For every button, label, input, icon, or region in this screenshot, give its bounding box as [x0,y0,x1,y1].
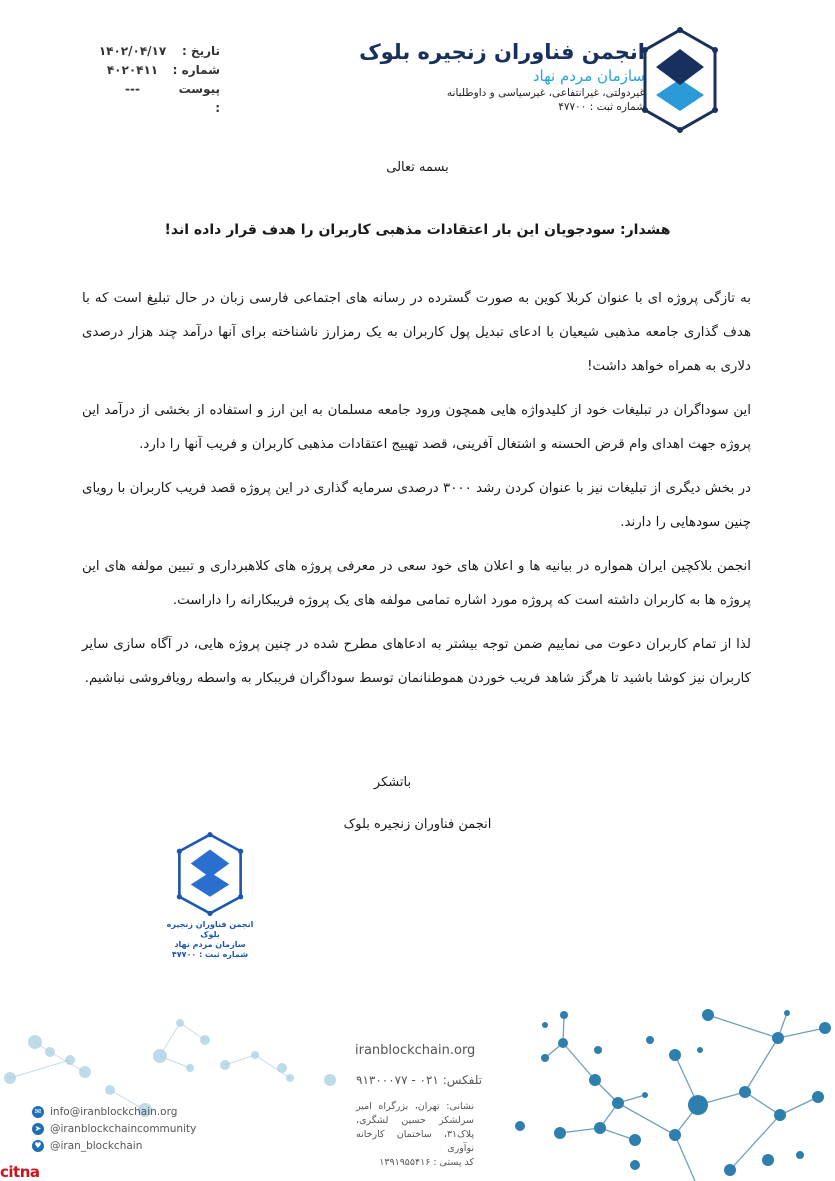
meta-value: --- [125,82,140,96]
letter-body [82,282,751,706]
meta-value: ۱۴۰۲/۰۴/۱۷ [98,44,167,58]
meta-date [95,42,220,61]
paragraph: به تازگی پروژه ای با عنوان کربلا کوین به صورت گسترده در رسانه های اجتماعی فارسی زبان در حال تبلیغ است که با هدف گذاری جامعه مذهبی شیعیان با ادعای تبدیل پول کاربران به یک رمزارز ناشناخته برای آنها درآمد چند هزار درصدی دلاری به همراه خواهد داشت! [82,291,751,374]
stamp-line: انجمن فناوران زنجیره بلوک [166,920,254,939]
phone: تلفکس: ۰۲۱ - ۹۱۳۰۰۰۷۷ [356,1073,483,1087]
letter-title: هشدار: سودجویان این بار اعتقادات مذهبی کاربران را هدف قرار داده اند! [164,222,671,238]
closing: باتشکر [373,775,412,790]
address [356,1100,474,1170]
postal-code: کد پستی : ۱۳۹۱۹۵۵۴۱۶ [379,1157,474,1168]
contact-list [32,1103,196,1154]
watermark-text: citna [0,1163,40,1181]
org-registration: شماره ثبت : ۴۷۷۰۰ [558,101,645,113]
contact-text: @iran_blockchain [50,1139,143,1152]
contact-text: @iranblockchaincommunity [50,1122,197,1135]
website-link[interactable]: iranblockchain.org [355,1043,476,1058]
meta-label: شماره : [172,63,220,77]
contact-text: info@iranblockchain.org [50,1105,178,1118]
contact-telegram[interactable] [32,1120,196,1137]
contact-twitter[interactable] [32,1137,196,1154]
paragraph: این سوداگران در تبلیغات خود از کلیدواژه هایی همچون ورود جامعه مسلمان به این ارز و استفاده از بخشی از درآمد این پروژه جهت اهدای وام قرض الحسنه و اشتغال آفرینی، قصد تهییج اعتقادات مذهبی کاربران و فریب آنها را دارد. [82,403,751,452]
stamp-line: سازمان مردم نهاد [174,940,246,949]
org-description: غیردولتی، غیرانتفاعی، غیرسیاسی و داوطلبانه [446,87,645,99]
paragraph: در بخش دیگری از تبلیغات نیز با عنوان کردن رشد ۳۰۰۰ درصدی سرمایه گذاری در این پروژه قصد فریب کاربران با رویای چنین سودهایی را دارند. [82,481,751,530]
twitter-icon: ♥ [32,1140,44,1152]
email-icon: ✉ [32,1106,44,1118]
invocation: بسمه تعالی [386,160,449,175]
meta-value: ۴۰۲۰۴۱۱ [106,63,159,77]
signer: انجمن فناوران زنجیره بلوک [343,817,492,832]
address-line: نشانی: تهران، بزرگراه امیر سرلشکر حسین لشگری، پلاک۳۱، ساختمان کارخانه نوآوری [356,1101,474,1154]
meta-attachment [95,80,220,118]
meta-number [95,61,220,80]
citna-watermark [0,1162,56,1181]
letter-meta [95,42,220,118]
org-subtitle: سازمان مردم نهاد [532,67,645,85]
stamp-line: شماره ثبت : ۴۷۷۰۰ [171,950,249,959]
stamp-logo-icon [174,832,246,916]
contact-email[interactable] [32,1103,196,1120]
org-header [359,38,645,114]
paragraph: لذا از تمام کاربران دعوت می نماییم ضمن توجه بیشتر به ادعاهای مطرح شده در چنین پروژه هایی، در آگاه سازی سایر کاربران نیز کوشا باشید تا هرگز شاهد فریب خوردن هموطنانمان توسط سوداگران فریبکار به واسطه رویافروشی نباشیم. [82,637,751,686]
org-logo-icon [640,27,720,133]
paragraph: انجمن بلاکچین ایران همواره در بیانیه ها و اعلان های خود سعی در معرفی پروژه های کلاهبرداری و تبیین مولفه های این پروژه ها به کاربران داشته است که پروژه مورد اشاره تمامی مولفه های یک پروژه فریبکارانه را داراست. [82,559,751,608]
meta-label: پیوست : [178,82,220,115]
telegram-icon: ➤ [32,1123,44,1135]
meta-label: تاریخ : [181,44,220,58]
org-name: انجمن فناوران زنجیره بلوک [359,40,645,64]
stamp [160,832,260,960]
